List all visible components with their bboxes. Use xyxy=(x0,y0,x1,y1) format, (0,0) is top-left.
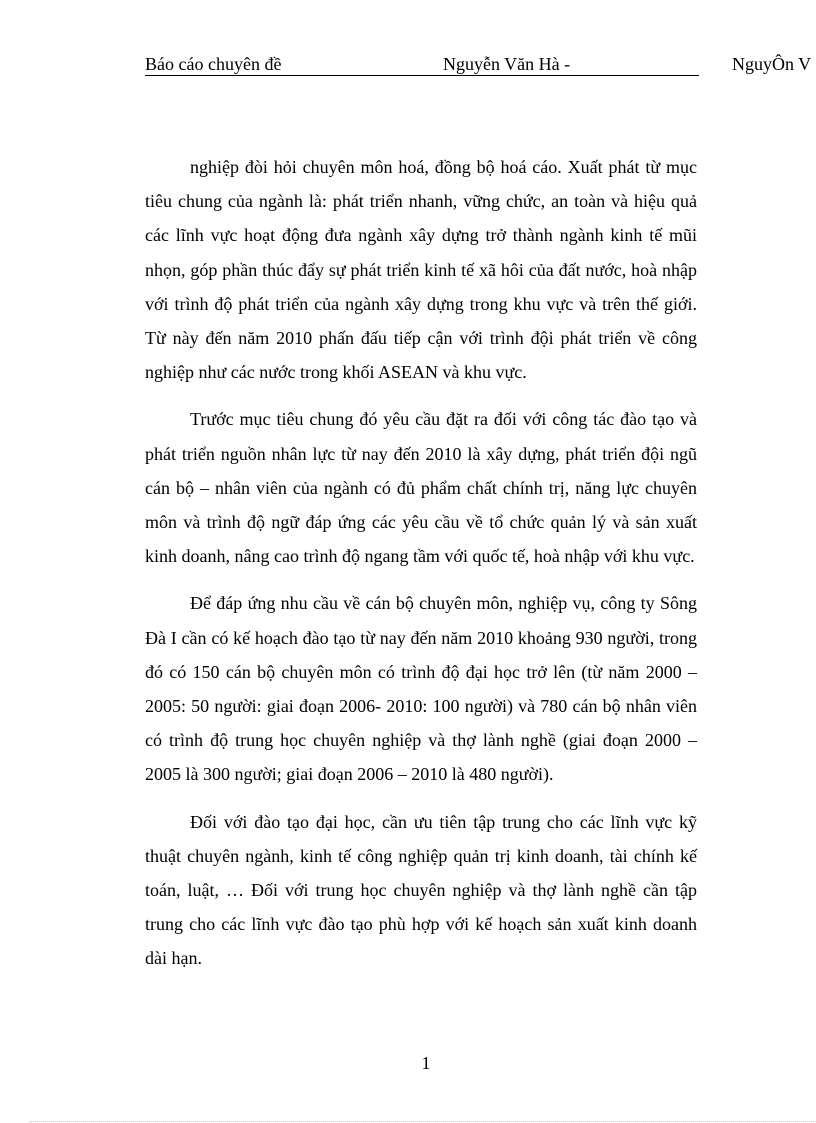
paragraph-4: Đối với đào tạo đại học, cần ưu tiên tập trung cho các lĩnh vực kỹ thuật chuyên ngành, kinh tế công nghiệp quản trị kinh doanh, tài chính kế toán, luật, … Đối với trung học chuyên nghiệp và thợ lành nghề cần tập trung cho các lĩnh vực đào tạo phù hợp với kế hoạch sản xuất kinh doanh dài hạn. xyxy=(145,811,697,969)
document-body xyxy=(145,150,697,989)
page-bottom-border xyxy=(30,1121,816,1122)
header-author-encoded: NguyÔn V xyxy=(732,54,812,74)
paragraph-3: Để đáp ứng nhu cầu về cán bộ chuyên môn, nghiệp vụ, công ty Sông Đà I cần có kế hoạch đào tạo từ nay đến năm 2010 khoảng 930 người, trong đó có 150 cán bộ chuyên môn có trình độ đại học trở lên (từ năm 2000 – 2005: 50 người: giai đoạn 2006- 2010: 100 người) và 780 cán bộ nhân viên có trình độ trung học chuyên nghiệp và thợ lành nghề (giai đoạn 2000 – 2005 là 300 người; giai đoạn 2006 – 2010 là 480 người). xyxy=(145,593,697,785)
header-author: Nguyễn Văn Hà - xyxy=(443,54,571,74)
header-document-type: Báo cáo chuyên đề xyxy=(145,54,282,74)
page-number: 1 xyxy=(421,1053,431,1073)
header-rule xyxy=(145,75,699,76)
paragraph-2: Trước mục tiêu chung đó yêu cầu đặt ra đối với công tác đào tạo và phát triển nguồn nhân lực từ nay đến 2010 là xây dựng, phát triển đội ngũ cán bộ – nhân viên của ngành có đủ phẩm chất chính trị, năng lực chuyên môn và trình độ ngữ đáp ứng các yêu cầu về tổ chức quản lý và sản xuất kinh doanh, nâng cao trình độ ngang tầm với quốc tế, hoà nhập với khu vực. xyxy=(145,409,697,567)
paragraph-1: nghiệp đòi hỏi chuyên môn hoá, đồng bộ hoá cáo. Xuất phát từ mục tiêu chung của ngành là: phát triển nhanh, vững chức, an toàn và hiệu quả các lĩnh vực hoạt động đưa ngành xây dựng trở thành ngành kinh tế mũi nhọn, góp phần thúc đẩy sự phát triển kinh tế xã hôi của đất nước, hoà nhập với trình độ phát triển của ngành xây dựng trong khu vực và trên thế giới. Từ này đến năm 2010 phấn đấu tiếp cận với trình đội phát triển về công nghiệp như các nước trong khối ASEAN và khu vực. xyxy=(145,157,697,383)
